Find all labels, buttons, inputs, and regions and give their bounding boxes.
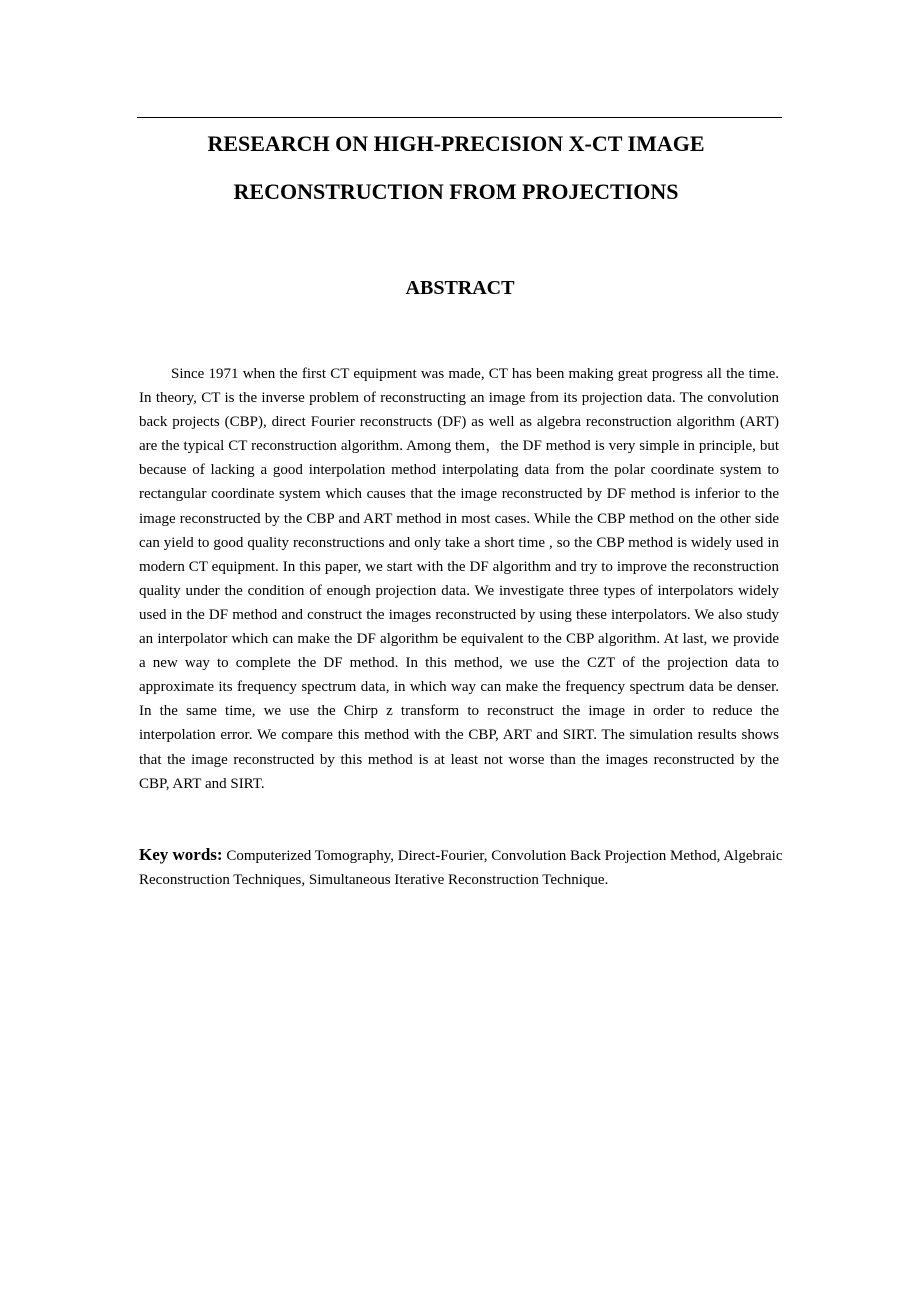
keywords-text: Computerized Tomography, Direct-Fourier, Convolution Back Projection Method, Algebraic Reconstruction Techniques, Simultaneous Iterative Reconstruction Technique. — [139, 848, 783, 888]
title-line-2: RECONSTRUCTION FROM PROJECTIONS — [233, 179, 679, 204]
abstract-body: Since 1971 when the first CT equipment was made, CT has been making great progress all the time. In theory, CT is the inverse problem of reconstructing an image from its projection data. The convolution back projects (CBP), direct Fourier reconstructs (DF) as well as algebra reconstruction algorithm (ART) are the typical CT reconstruction algorithm. Among them，the DF method is very simple in principle, but because of lacking a good interpolation method interpolating data from the polar coordinate system to rectangular coordinate system which causes that the image reconstructed by DF method is inferior to the image reconstructed by the CBP and ART method in most cases. While the CBP method on the other side can yield to good quality reconstructions and only take a short time , so the CBP method is widely used in modern CT equipment. In this paper, we start with the DF algorithm and try to improve the reconstruction quality under the condition of enough projection data. We investigate three types of interpolators widely used in the DF method and construct the images reconstructed by using these interpolators. We also study an interpolator which can make the DF algorithm be equivalent to the CBP algorithm. At last, we provide a new way to complete the DF method. In this method, we use the CZT of the projection data to approximate its frequency spectrum data, in which way can make the frequency spectrum data be denser. In the same time, we use the Chirp z transform to reconstruct the image in order to reduce the interpolation error. We compare this method with the CBP, ART and SIRT. The simulation results shows that the image reconstructed by this method is at least not worse than the images reconstructed by the CBP, ART and SIRT. — [139, 366, 779, 792]
abstract-heading: ABSTRACT — [405, 277, 515, 299]
header-rule — [137, 117, 782, 118]
title-line-1: RESEARCH ON HIGH-PRECISION X-CT IMAGE — [207, 131, 705, 156]
keywords-paragraph — [139, 843, 789, 892]
keywords-label: Key words: — [139, 845, 223, 864]
